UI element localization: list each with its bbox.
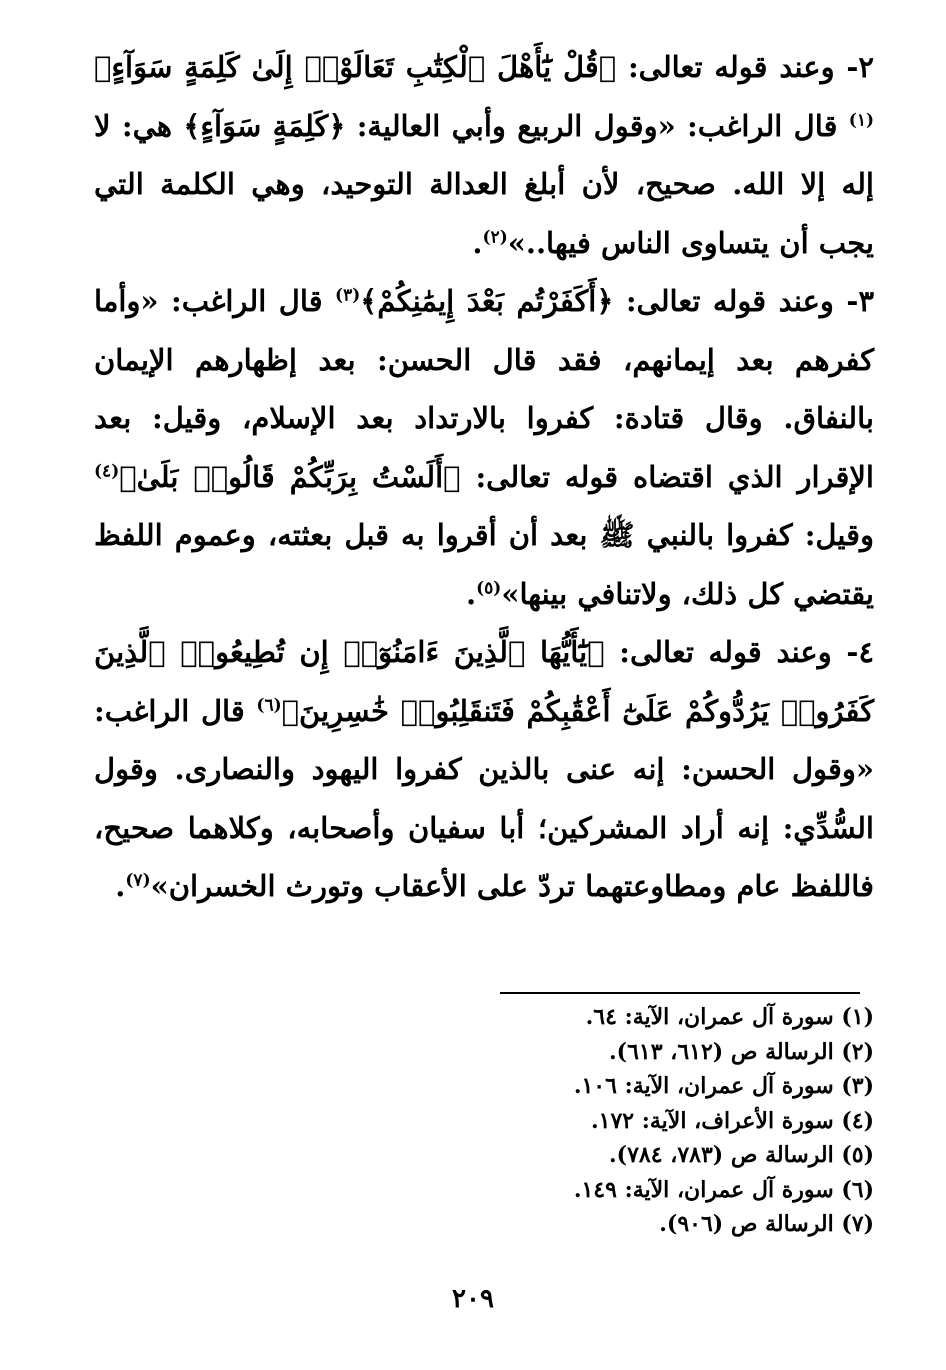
paragraph-text: ٤- وعند قوله تعالى: — [604, 635, 875, 669]
paragraph-2 — [94, 38, 874, 272]
paragraph-3 — [94, 272, 874, 623]
footnote-ref: (٧) — [125, 870, 151, 891]
paragraph-text: قال الراغب: «وأما كفرهم بعد إيمانهم، فقد قال الحسن: بعد إظهارهم الإيمان بالنفاق. وقال قتادة: كفروا بالارتداد بعد الإسلام، وقيل: بعد الإقرار الذي اقتضاه قوله تعالى: — [94, 284, 874, 494]
quran-verse: ﴿قُلْ يَٰٓأَهْلَ ٱلْكِتَٰبِ تَعَالَوْا۟ إِلَىٰ كَلِمَةٍ سَوَآءٍ﴾ — [94, 50, 617, 84]
footnote-ref: (٣) — [335, 285, 361, 306]
footnote-7: (٧) الرسالة ص (٩٠٦). — [659, 1211, 874, 1237]
footnotes-list — [94, 1000, 874, 1242]
footnote-4: (٤) سورة الأعراف، الآية: ١٧٢. — [590, 1107, 874, 1134]
quran-verse: ﴿يَٰٓأَيُّهَا ٱلَّذِينَ ءَامَنُوٓا۟ إِن تُطِيعُوا۟ ٱلَّذِينَ كَفَرُوا۟ يَرُدُّوكُمْ عَلَىٰٓ أَعْقَٰبِكُمْ فَتَنقَلِبُوا۟ خَٰسِرِينَ﴾ — [94, 635, 874, 728]
paragraph-text: قال الراغب: «وقول الربيع وأبي العالية: — [345, 108, 849, 143]
footnote-ref: (٢) — [482, 226, 508, 247]
paragraph-text: ٣- وعند قوله تعالى: — [613, 284, 875, 318]
paragraph-text: . — [472, 225, 483, 260]
paragraph-text: وقيل: كفروا بالنبي ﷺ بعد أن أقروا به قبل بعثته، وعموم اللفظ يقتضي كل ذلك، ولاتنافي بينها» — [94, 518, 874, 611]
quran-verse: ﴿كَلِمَةٍ سَوَآءٍ﴾ — [183, 108, 346, 143]
paragraph-text: . — [115, 869, 126, 903]
page-number: ٢٠٩ — [452, 1284, 494, 1314]
paragraph-text: هي: لا إله إلا الله. صحيح، لأن أبلغ العدالة التوحيد، وهي الكلمة التي يجب أن يتساوى الناس فيها..» — [94, 108, 874, 260]
footnote-1: (١) سورة آل عمران، الآية: ٦٤. — [585, 1004, 874, 1030]
footnote-2: (٢) الرسالة ص (٦١٢، ٦١٣). — [609, 1038, 874, 1065]
footnote-ref: (٥) — [476, 577, 502, 598]
paragraph-text: قال الراغب: «وقول الحسن: إنه عنى بالذين كفروا اليهود والنصارى. وقول السُّدِّي: إنه أراد المشركين؛ أبا سفيان وأصحابه، وكلاهما صحيح، فاللفظ عام ومطاوعتهما تردّ على الأعقاب وتورث الخسران» — [94, 693, 874, 903]
quran-verse: ﴿أَلَسْتُ بِرَبِّكُمْ قَالُوا۟ بَلَىٰ﴾ — [119, 459, 461, 494]
footnote-3: (٣) سورة آل عمران، الآية: ١٠٦. — [573, 1073, 874, 1099]
paragraph-text: ٢- وعند قوله تعالى: — [616, 50, 874, 84]
footnote-separator — [500, 992, 860, 994]
footnote-5: (٥) الرسالة ص (٧٨٣، ٧٨٤). — [609, 1142, 874, 1168]
quran-verse: ﴿أَكَفَرْتُم بَعْدَ إِيمَٰنِكُمْ﴾ — [360, 284, 614, 318]
footnote-ref: (٤) — [94, 460, 120, 481]
main-text — [94, 38, 874, 916]
footnote-6: (٦) سورة آل عمران، الآية: ١٤٩. — [573, 1176, 874, 1203]
paragraph-4 — [94, 623, 874, 916]
footnote-ref: (٦) — [256, 694, 282, 715]
paragraph-text: . — [466, 576, 477, 611]
footnote-ref: (١) — [848, 109, 874, 130]
